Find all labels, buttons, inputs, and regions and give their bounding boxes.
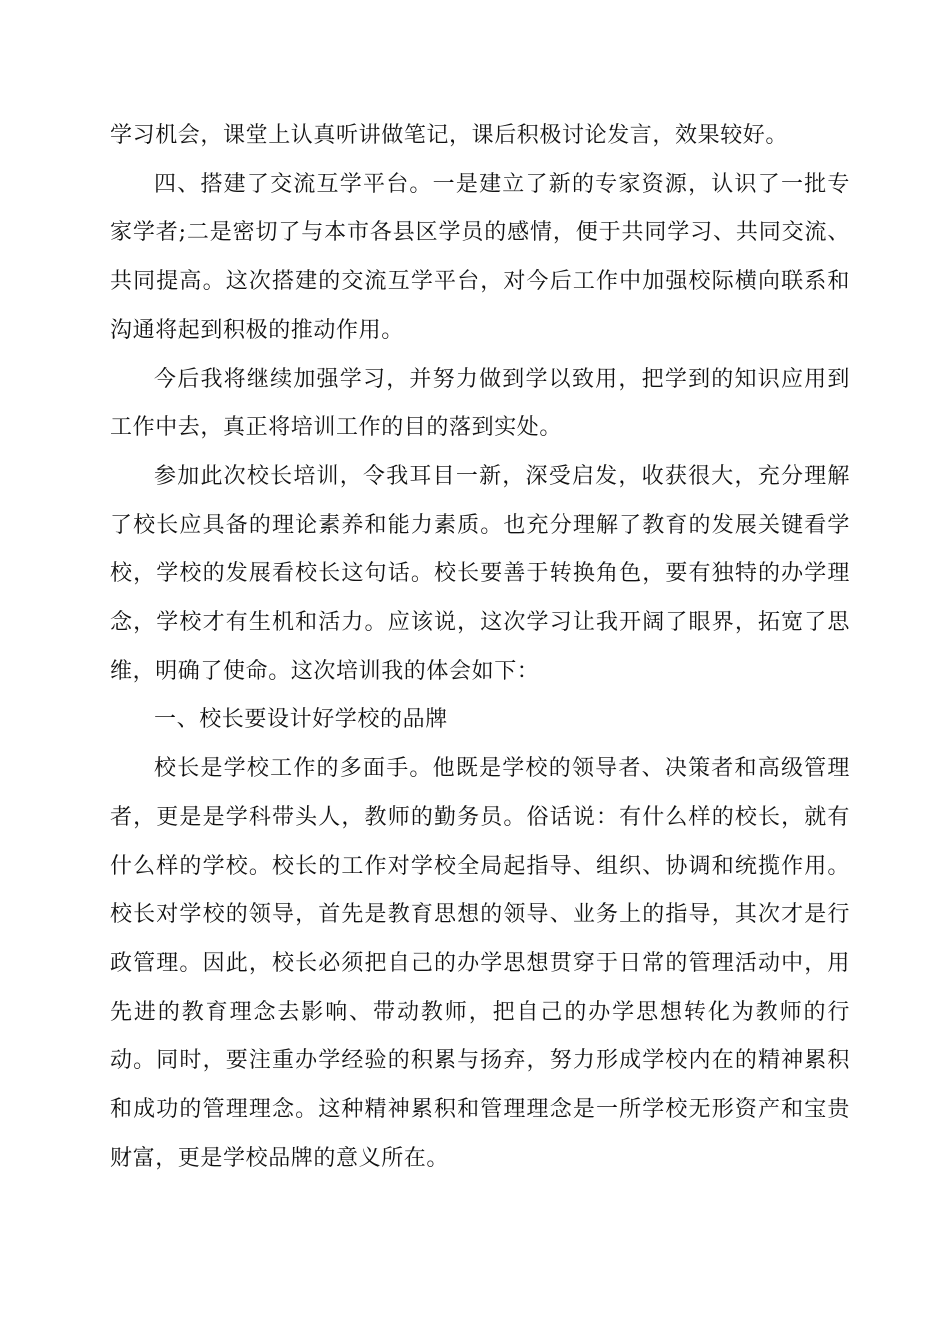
paragraph-continuation: 学习机会，课堂上认真听讲做笔记，课后积极讨论发言，效果较好。: [110, 123, 789, 148]
paragraph-platform: 四、搭建了交流互学平台。一是建立了新的专家资源，认识了一批专家学者;二是密切了与本市各县区学员的感情，便于共同学习、共同交流、共同提高。这次搭建的交流互学平台，对今后工作中加强校际横向联系和沟通将起到积极的推动作用。: [110, 171, 850, 343]
section-heading-brand: 一、校长要设计好学校的品牌: [154, 707, 448, 733]
document-body: [110, 112, 850, 1183]
paragraph-future-study: 今后我将继续加强学习，并努力做到学以致用，把学到的知识应用到工作中去，真正将培训工作的目的落到实处。: [110, 366, 850, 441]
paragraph-training-reflection: 参加此次校长培训，令我耳目一新，深受启发，收获很大，充分理解了校长应具备的理论素养和能力素质。也充分理解了教育的发展关键看学校，学校的发展看校长这句话。校长要善于转换角色，要有独特的办学理念，学校才有生机和活力。应该说，这次学习让我开阔了眼界，拓宽了思维，明确了使命。这次培训我的体会如下：: [110, 463, 850, 684]
paragraph-principal-role: 校长是学校工作的多面手。他既是学校的领导者、决策者和高级管理者，更是是学科带头人，教师的勤务员。俗话说：有什么样的校长，就有什么样的学校。校长的工作对学校全局起指导、组织、协调和统揽作用。校长对学校的领导，首先是教育思想的领导、业务上的指导，其次才是行政管理。因此，校长必须把自己的办学思想贯穿于日常的管理活动中，用先进的教育理念去影响、带动教师，把自己的办学思想转化为教师的行动。同时，要注重办学经验的积累与扬弃，努力形成学校内在的精神累积和成功的管理理念。这种精神累积和管理理念是一所学校无形资产和宝贵财富，更是学校品牌的意义所在。: [110, 756, 850, 1171]
